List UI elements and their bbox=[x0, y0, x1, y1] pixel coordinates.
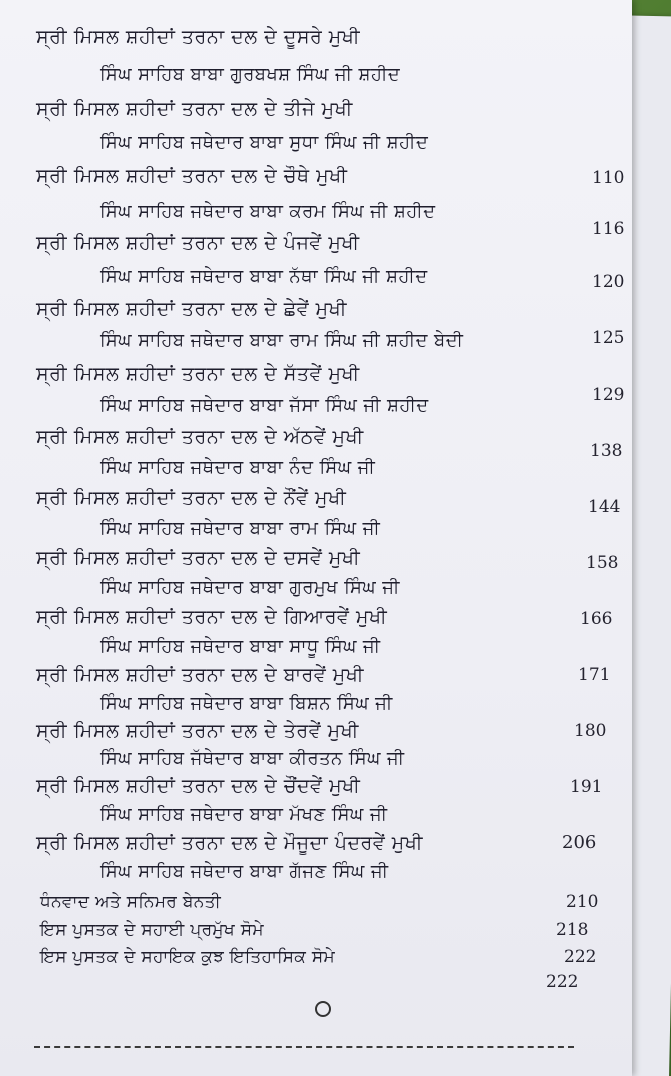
toc-heading: ਸ੍ਰੀ ਮਿਸਲ ਸ਼ਹੀਦਾਂ ਤਰਨਾ ਦਲ ਦੇ ਮੌਜੂਦਾ ਪੰਦਰਵੇਂ ਮੁਖੀ bbox=[36, 832, 424, 854]
page-number: 222 bbox=[546, 972, 579, 992]
toc-heading: ਸ੍ਰੀ ਮਿਸਲ ਸ਼ਹੀਦਾਂ ਤਰਨਾ ਦਲ ਦੇ ਦੂਸਰੇ ਮੁਖੀ bbox=[36, 26, 361, 48]
page-number: 206 bbox=[562, 832, 597, 853]
toc-heading: ਸ੍ਰੀ ਮਿਸਲ ਸ਼ਹੀਦਾਂ ਤਰਨਾ ਦਲ ਦੇ ਗਿਆਰਵੇਂ ਮੁਖੀ bbox=[36, 606, 388, 628]
page-number: 210 bbox=[566, 892, 599, 912]
toc-subheading: ਸਿੰਘ ਸਾਹਿਬ ਜਥੇਦਾਰ ਬਾਬਾ ਗੱਜਣ ਸਿੰਘ ਜੀ bbox=[100, 861, 389, 882]
toc-subheading: ਸਿੰਘ ਸਾਹਿਬ ਜਥੇਦਾਰ ਬਾਬਾ ਮੱਖਣ ਸਿੰਘ ਜੀ bbox=[100, 804, 388, 825]
page-number: 129 bbox=[592, 385, 625, 405]
toc-subheading: ਸਿੰਘ ਸਾਹਿਬ ਜਥੇਦਾਰ ਬਾਬਾ ਰਾਮ ਸਿੰਘ ਜੀ ਸ਼ਹੀਦ ਬੇਦੀ bbox=[100, 330, 464, 351]
toc-heading: ਸ੍ਰੀ ਮਿਸਲ ਸ਼ਹੀਦਾਂ ਤਰਨਾ ਦਲ ਦੇ ਬਾਰਵੇਂ ਮੁਖੀ bbox=[36, 664, 365, 686]
toc-heading: ਸ੍ਰੀ ਮਿਸਲ ਸ਼ਹੀਦਾਂ ਤਰਨਾ ਦਲ ਦੇ ਚੌਥੇ ਮੁਖੀ bbox=[36, 165, 348, 187]
page-number: 125 bbox=[592, 328, 625, 348]
toc-subheading: ਸਿੰਘ ਸਾਹਿਬ ਜਥੇਦਾਰ ਬਾਬਾ ਗੁਰਮੁਖ ਸਿੰਘ ਜੀ bbox=[100, 577, 400, 598]
toc-subheading: ਸਿੰਘ ਸਾਹਿਬ ਜਥੇਦਾਰ ਬਾਬਾ ਨੰਦ ਸਿੰਘ ਜੀ bbox=[100, 457, 376, 478]
toc-heading: ਸ੍ਰੀ ਮਿਸਲ ਸ਼ਹੀਦਾਂ ਤਰਨਾ ਦਲ ਦੇ ਦਸਵੇਂ ਮੁਖੀ bbox=[36, 547, 361, 569]
page-number: 171 bbox=[578, 665, 611, 685]
toc-subheading: ਸਿੰਘ ਸਾਹਿਬ ਜਥੇਦਾਰ ਬਾਬਾ ਕਰਮ ਸਿੰਘ ਜੀ ਸ਼ਹੀਦ bbox=[100, 201, 436, 222]
toc-subheading: ਸਿੰਘ ਸਾਹਿਬ ਜੱਥੇਦਾਰ ਬਾਬਾ ਕੀਰਤਨ ਸਿੰਘ ਜੀ bbox=[100, 748, 405, 769]
page-number: 166 bbox=[580, 609, 613, 629]
toc-entry: ਇਸ ਪੁਸਤਕ ਦੇ ਸਹਾਈ ਪ੍ਰਮੁੱਖ ਸੋਮੇ bbox=[40, 920, 264, 940]
page-number: 191 bbox=[570, 777, 603, 797]
toc-subheading: ਸਿੰਘ ਸਾਹਿਬ ਜਥੇਦਾਰ ਬਾਬਾ ਸੁਧਾ ਸਿੰਘ ਜੀ ਸ਼ਹੀਦ bbox=[100, 132, 429, 153]
page-ornament-circle bbox=[315, 1001, 331, 1017]
toc-heading: ਸ੍ਰੀ ਮਿਸਲ ਸ਼ਹੀਦਾਂ ਤਰਨਾ ਦਲ ਦੇ ਸੱਤਵੇਂ ਮੁਖੀ bbox=[36, 363, 360, 385]
page-number: 138 bbox=[590, 441, 623, 461]
toc-subheading: ਸਿੰਘ ਸਾਹਿਬ ਜਥੇਦਾਰ ਬਾਬਾ ਨੱਥਾ ਸਿੰਘ ਜੀ ਸ਼ਹੀਦ bbox=[100, 266, 428, 287]
toc-heading: ਸ੍ਰੀ ਮਿਸਲ ਸ਼ਹੀਦਾਂ ਤਰਨਾ ਦਲ ਦੇ ਤੇਰਵੇਂ ਮੁਖੀ bbox=[36, 720, 359, 742]
toc-heading: ਸ੍ਰੀ ਮਿਸਲ ਸ਼ਹੀਦਾਂ ਤਰਨਾ ਦਲ ਦੇ ਨੌਂਵੇਂ ਮੁਖੀ bbox=[36, 487, 347, 509]
toc-heading: ਸ੍ਰੀ ਮਿਸਲ ਸ਼ਹੀਦਾਂ ਤਰਨਾ ਦਲ ਦੇ ਤੀਜੇ ਮੁਖੀ bbox=[36, 98, 353, 120]
toc-entry: ਧੰਨਵਾਦ ਅਤੇ ਸਨਿਮਰ ਬੇਨਤੀ bbox=[40, 892, 221, 912]
page-number: 110 bbox=[592, 168, 625, 188]
toc-heading: ਸ੍ਰੀ ਮਿਸਲ ਸ਼ਹੀਦਾਂ ਤਰਨਾ ਦਲ ਦੇ ਅੱਠਵੇਂ ਮੁਖੀ bbox=[36, 426, 364, 448]
toc-heading: ਸ੍ਰੀ ਮਿਸਲ ਸ਼ਹੀਦਾਂ ਤਰਨਾ ਦਲ ਦੇ ਚੌਂਦਵੇਂ ਮੁਖੀ bbox=[36, 775, 361, 797]
page-number: 222 bbox=[564, 947, 597, 967]
toc-subheading: ਸਿੰਘ ਸਾਹਿਬ ਜਥੇਦਾਰ ਬਾਬਾ ਰਾਮ ਸਿੰਘ ਜੀ bbox=[100, 518, 381, 539]
toc-subheading: ਸਿੰਘ ਸਾਹਿਬ ਜਥੇਦਾਰ ਬਾਬਾ ਸਾਧੂ ਸਿੰਘ ਜੀ bbox=[100, 636, 381, 657]
page-number: 116 bbox=[592, 219, 625, 239]
toc-heading: ਸ੍ਰੀ ਮਿਸਲ ਸ਼ਹੀਦਾਂ ਤਰਨਾ ਦਲ ਦੇ ਪੰਜਵੇਂ ਮੁਖੀ bbox=[36, 232, 360, 254]
page-number: 218 bbox=[556, 920, 589, 940]
page-number: 180 bbox=[574, 721, 607, 741]
toc-subheading: ਸਿੰਘ ਸਾਹਿਬ ਬਾਬਾ ਗੁਰਬਖਸ਼ ਸਿੰਘ ਜੀ ਸ਼ਹੀਦ bbox=[100, 64, 401, 85]
toc-entry: ਇਸ ਪੁਸਤਕ ਦੇ ਸਹਾਇਕ ਕੁਝ ਇਤਿਹਾਸਿਕ ਸੋਮੇ bbox=[40, 947, 335, 967]
page-number: 144 bbox=[588, 497, 621, 517]
toc-subheading: ਸਿੰਘ ਸਾਹਿਬ ਜਥੇਦਾਰ ਬਾਬਾ ਬਿਸ਼ਨ ਸਿੰਘ ਜੀ bbox=[100, 693, 393, 714]
page-number: 158 bbox=[586, 553, 619, 573]
toc-subheading: ਸਿੰਘ ਸਾਹਿਬ ਜਥੇਦਾਰ ਬਾਬਾ ਜੱਸਾ ਸਿੰਘ ਜੀ ਸ਼ਹੀਦ bbox=[100, 395, 429, 416]
page-number: 120 bbox=[592, 272, 625, 292]
toc-heading: ਸ੍ਰੀ ਮਿਸਲ ਸ਼ਹੀਦਾਂ ਤਰਨਾ ਦਲ ਦੇ ਛੇਵੇਂ ਮੁਖੀ bbox=[36, 298, 347, 320]
footer-dashed-rule bbox=[34, 1046, 574, 1048]
